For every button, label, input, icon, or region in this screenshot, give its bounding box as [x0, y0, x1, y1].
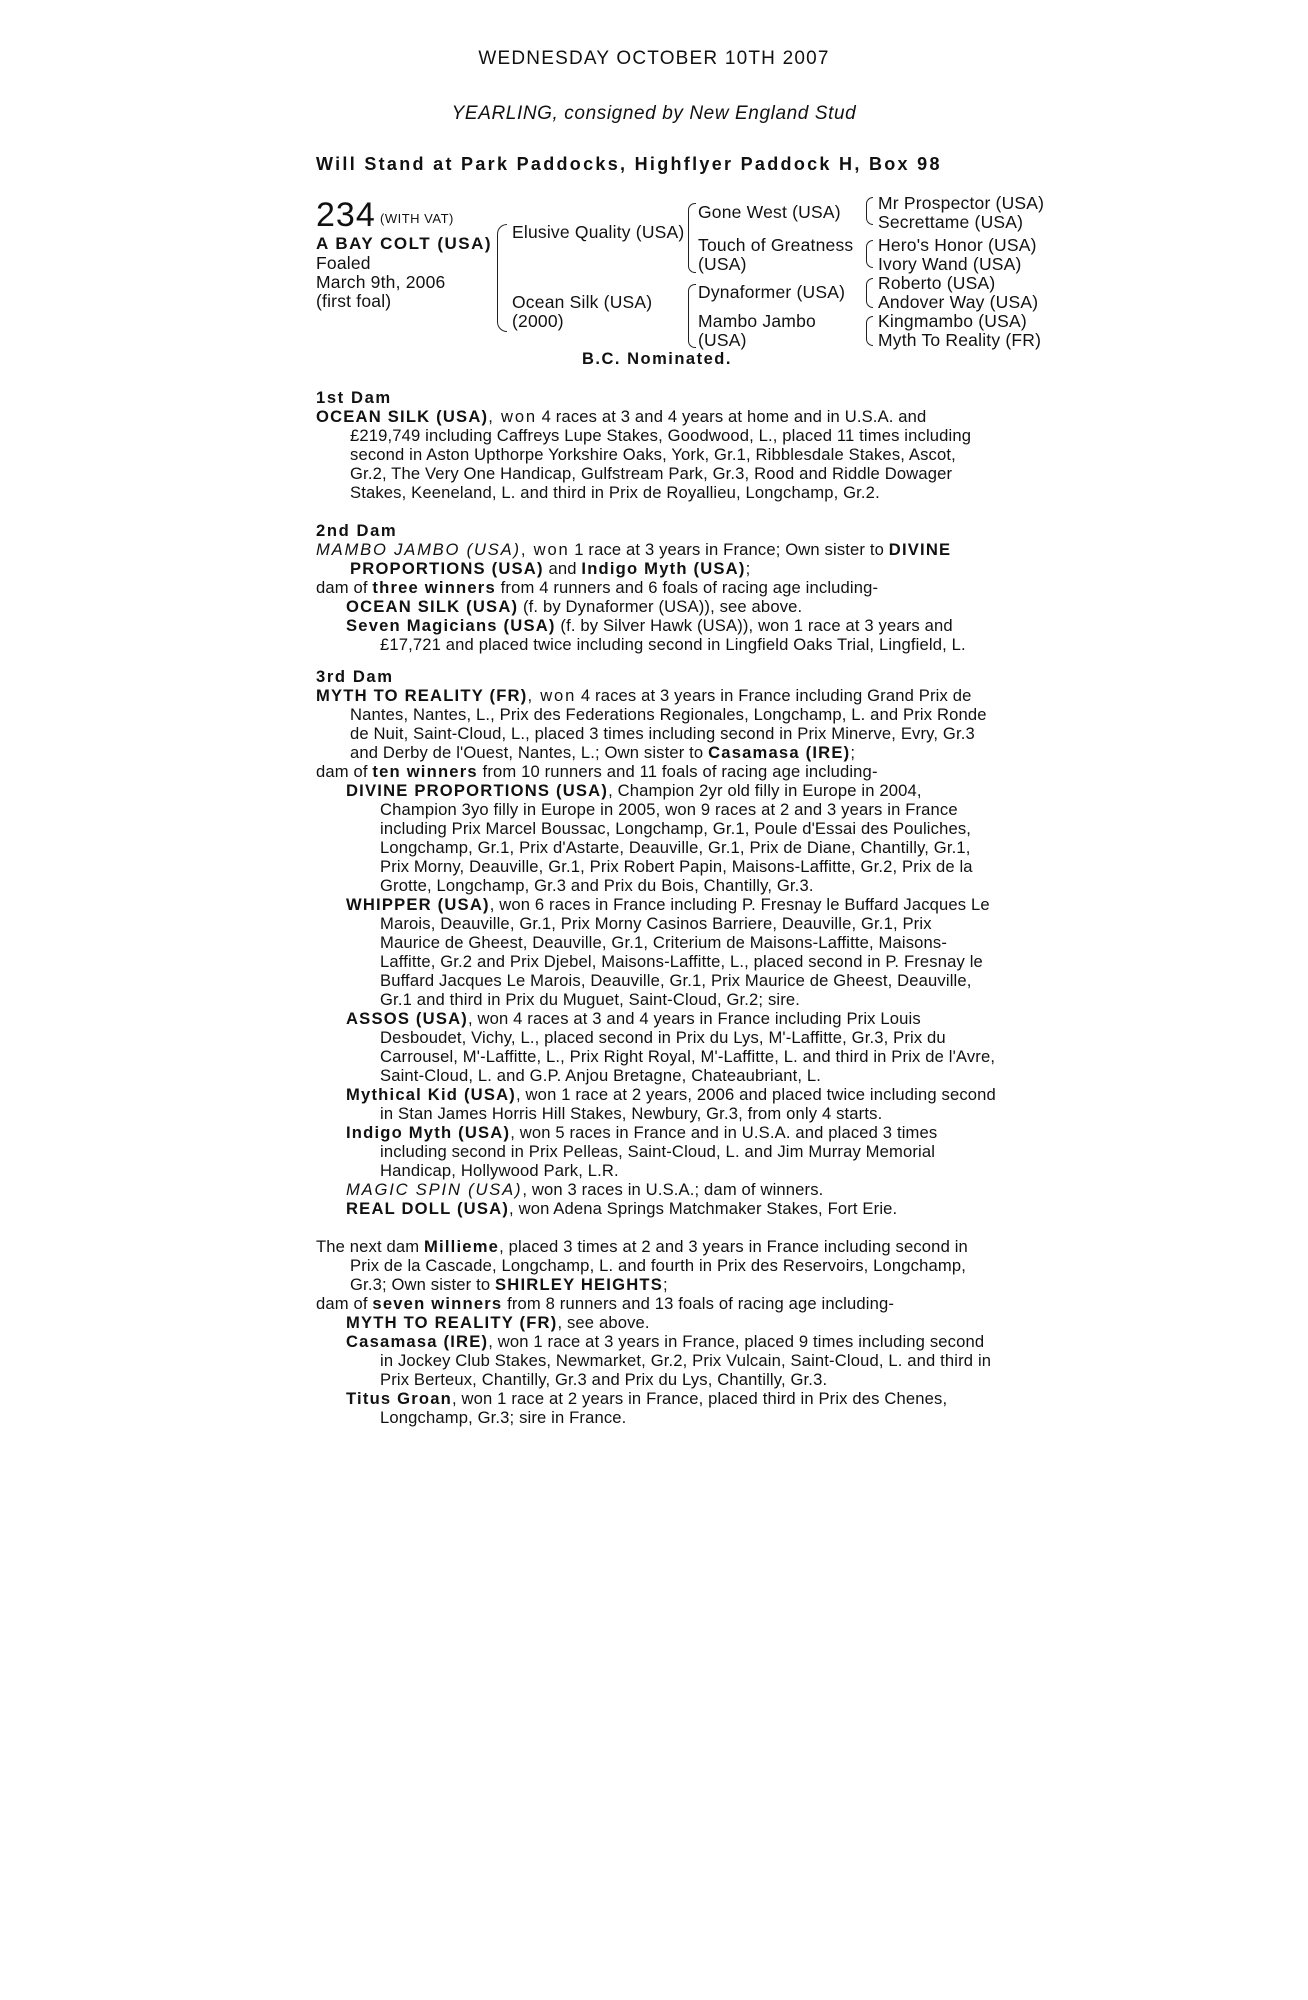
lot-number: 234 — [316, 196, 376, 234]
progeny-entry: OCEAN SILK (USA) (f. by Dynaformer (USA)), see above. — [346, 597, 803, 616]
progeny-entry: Seven Magicians (USA) (f. by Silver Hawk (USA)), won 1 race at 3 years and £17,721 and placed twice including second in Lingfield Oaks Trial, Lingfield, L. — [346, 616, 966, 654]
pedigree-sire-dam-country: (USA) — [698, 254, 747, 274]
pedigree-brace-sd — [866, 240, 873, 268]
pedigree-sire-dam: Touch of Greatness — [698, 235, 854, 255]
pedigree-sire: Elusive Quality (USA) — [512, 222, 685, 242]
pedigree-sdd: Ivory Wand (USA) — [878, 254, 1022, 274]
second-dam-dam-of: dam of three winners from 4 runners and 6 foals of racing age including- — [316, 578, 879, 597]
pedigree-brace-sire — [688, 203, 696, 273]
pedigree-sire-sire: Gone West (USA) — [698, 202, 841, 222]
bc-nominated: B.C. Nominated. — [582, 350, 732, 368]
second-dam-record: MAMBO JAMBO (USA), won 1 race at 3 years in France; Own sister to DIVINE PROPORTIONS (USA) and Indigo Myth (USA); — [316, 540, 952, 578]
next-dam-dam-of: dam of seven winners from 8 runners and 13 foals of racing age including- — [316, 1294, 895, 1313]
progeny-entry: DIVINE PROPORTIONS (USA), Champion 2yr old filly in Europe in 2004, Champion 3yo filly in Europe in 2005, won 9 races at 2 and 3 years in France including Prix Marcel Boussac, Longchamp, Gr.1, Poule d'Essai des Pouliches, Longchamp, Gr.1, Prix d'Astarte, Deauville, Gr.1, Prix de Diane, Chantilly, Gr.1, Prix Morny, Deauville, Gr.1, Prix Robert Papin, Maisons-Laffitte, Gr.2, Prix de la Grotte, Longchamp, Gr.3 and Prix du Bois, Chantilly, Gr.3. — [346, 781, 973, 895]
pedigree-dsd: Andover Way (USA) — [878, 292, 1039, 312]
stand-location: Will Stand at Park Paddocks, Highflyer Paddock H, Box 98 — [316, 154, 942, 174]
second-dam-name: MAMBO JAMBO (USA) — [316, 540, 521, 559]
pedigree-dam: Ocean Silk (USA) — [512, 292, 653, 312]
pedigree-brace-ds — [866, 278, 873, 308]
pedigree-dam-dam: Mambo Jambo — [698, 311, 816, 331]
progeny-entry: Casamasa (IRE), won 1 race at 3 years in France, placed 9 times including second in Jockey Club Stakes, Newmarket, Gr.2, Prix Vulcain, Saint-Cloud, L. and third in Prix Berteux, Chantilly, Gr.3 and Prix du Lys, Chantilly, Gr.3. — [346, 1332, 992, 1389]
pedigree-dam-dam-country: (USA) — [698, 330, 747, 350]
foaled-label: Foaled — [316, 253, 371, 273]
third-dam-dam-of: dam of ten winners from 10 runners and 11 foals of racing age including- — [316, 762, 878, 781]
lot-name: A BAY COLT (USA) — [316, 234, 493, 253]
second-dam-heading: 2nd Dam — [316, 521, 398, 540]
first-dam-record: OCEAN SILK (USA), won 4 races at 3 and 4 years at home and in U.S.A. and £219,749 including Caffreys Lupe Stakes, Goodwood, L., placed 11 times including second in Aston Upthorpe Yorkshire Oaks, York, Gr.1, Ribblesdale Stakes, Ascot, Gr.2, The Very One Handicap, Gulfstream Park, Gr.3, Rood and Riddle Dowager Stakes, Keeneland, L. and third in Prix de Royallieu, Longchamp, Gr.2. — [316, 407, 972, 502]
progeny-entry: MAGIC SPIN (USA), won 3 races in U.S.A.; dam of winners. — [346, 1180, 824, 1199]
pedigree-sds: Hero's Honor (USA) — [878, 235, 1037, 255]
pedigree-brace-dd — [866, 316, 873, 346]
sale-date: WEDNESDAY OCTOBER 10TH 2007 — [478, 48, 830, 69]
third-dam-heading: 3rd Dam — [316, 667, 394, 686]
progeny-entry: Mythical Kid (USA), won 1 race at 2 years, 2006 and placed twice including second in Stan James Horris Hill Stakes, Newbury, Gr.3, from only 4 starts. — [346, 1085, 996, 1123]
pedigree-sss: Mr Prospector (USA) — [878, 193, 1045, 213]
first-foal-note: (first foal) — [316, 291, 392, 311]
third-dam-name: MYTH TO REALITY (FR) — [316, 686, 528, 705]
pedigree-dss: Roberto (USA) — [878, 273, 996, 293]
pedigree-brace-gen1 — [497, 224, 507, 332]
third-dam-section — [316, 667, 996, 1218]
progeny-entry: REAL DOLL (USA), won Adena Springs Matchmaker Stakes, Fort Erie. — [346, 1199, 898, 1218]
pedigree-dds: Kingmambo (USA) — [878, 311, 1027, 331]
pedigree-dam-year: (2000) — [512, 311, 564, 331]
next-dam-name: Millieme — [424, 1237, 500, 1256]
next-dam-section — [316, 1237, 996, 1427]
foaled-date: March 9th, 2006 — [316, 272, 446, 292]
consignment-line: YEARLING, consigned by New England Stud — [451, 103, 857, 124]
pedigree-brace-dam — [688, 284, 696, 348]
progeny-entry: ASSOS (USA), won 4 races at 3 and 4 years in France including Prix Louis Desboudet, Vichy, L., placed second in Prix du Lys, M'-Laffitte, Gr.3, Prix du Carrousel, M'-Laffitte, L., Prix Right Royal, M'-Laffitte, L. and third in Prix de l'Avre, Saint-Cloud, L. and G.P. Anjou Bretagne, Chateaubriant, L. — [346, 1009, 996, 1085]
third-dam-record: MYTH TO REALITY (FR), won 4 races at 3 years in France including Grand Prix de Nantes, Nantes, L., Prix des Federations Regionales, Longchamp, L. and Prix Ronde de Nuit, Saint-Cloud, L., placed 3 times including second in Prix Minerve, Evry, Gr.3 and Derby de l'Ouest, Nantes, L.; Own sister to Casamasa (IRE); — [316, 686, 987, 762]
progeny-entry: Indigo Myth (USA), won 5 races in France and in U.S.A. and placed 3 times including second in Prix Pelleas, Saint-Cloud, L. and Jim Murray Memorial Handicap, Hollywood Park, L.R. — [346, 1123, 938, 1180]
first-dam-section — [316, 388, 996, 502]
pedigree-dam-sire: Dynaformer (USA) — [698, 282, 846, 302]
second-dam-section — [316, 521, 996, 654]
vat-note: (WITH VAT) — [380, 211, 454, 226]
progeny-entry: Titus Groan, won 1 race at 2 years in France, placed third in Prix des Chenes, Longchamp, Gr.3; sire in France. — [346, 1389, 948, 1427]
first-dam-heading: 1st Dam — [316, 388, 392, 407]
first-dam-name: OCEAN SILK (USA) — [316, 407, 489, 426]
pedigree-ddd: Myth To Reality (FR) — [878, 330, 1042, 350]
pedigree-ssd: Secrettame (USA) — [878, 212, 1024, 232]
pedigree-brace-ss — [866, 197, 873, 225]
progeny-entry: WHIPPER (USA), won 6 races in France including P. Fresnay le Buffard Jacques Le Marois, Deauville, Gr.1, Prix Morny Casinos Barriere, Deauville, Gr.1, Prix Maurice de Gheest, Deauville, Gr.1, Criterium de Maisons-Laffitte, Maisons-Laffitte, Gr.2 and Prix Djebel, Maisons-Laffitte, L., placed second in P. Fresnay le Buffard Jacques Le Marois, Deauville, Gr.1, Prix Maurice de Gheest, Deauville, Gr.1 and third in Prix du Muguet, Saint-Cloud, Gr.2; sire. — [346, 895, 990, 1009]
progeny-entry: MYTH TO REALITY (FR), see above. — [346, 1313, 650, 1332]
next-dam-record: The next dam Millieme, placed 3 times at 2 and 3 years in France including second in Prix de la Cascade, Longchamp, L. and fourth in Prix des Reservoirs, Longchamp, Gr.3; Own sister to SHIRLEY HEIGHTS; — [316, 1237, 968, 1294]
